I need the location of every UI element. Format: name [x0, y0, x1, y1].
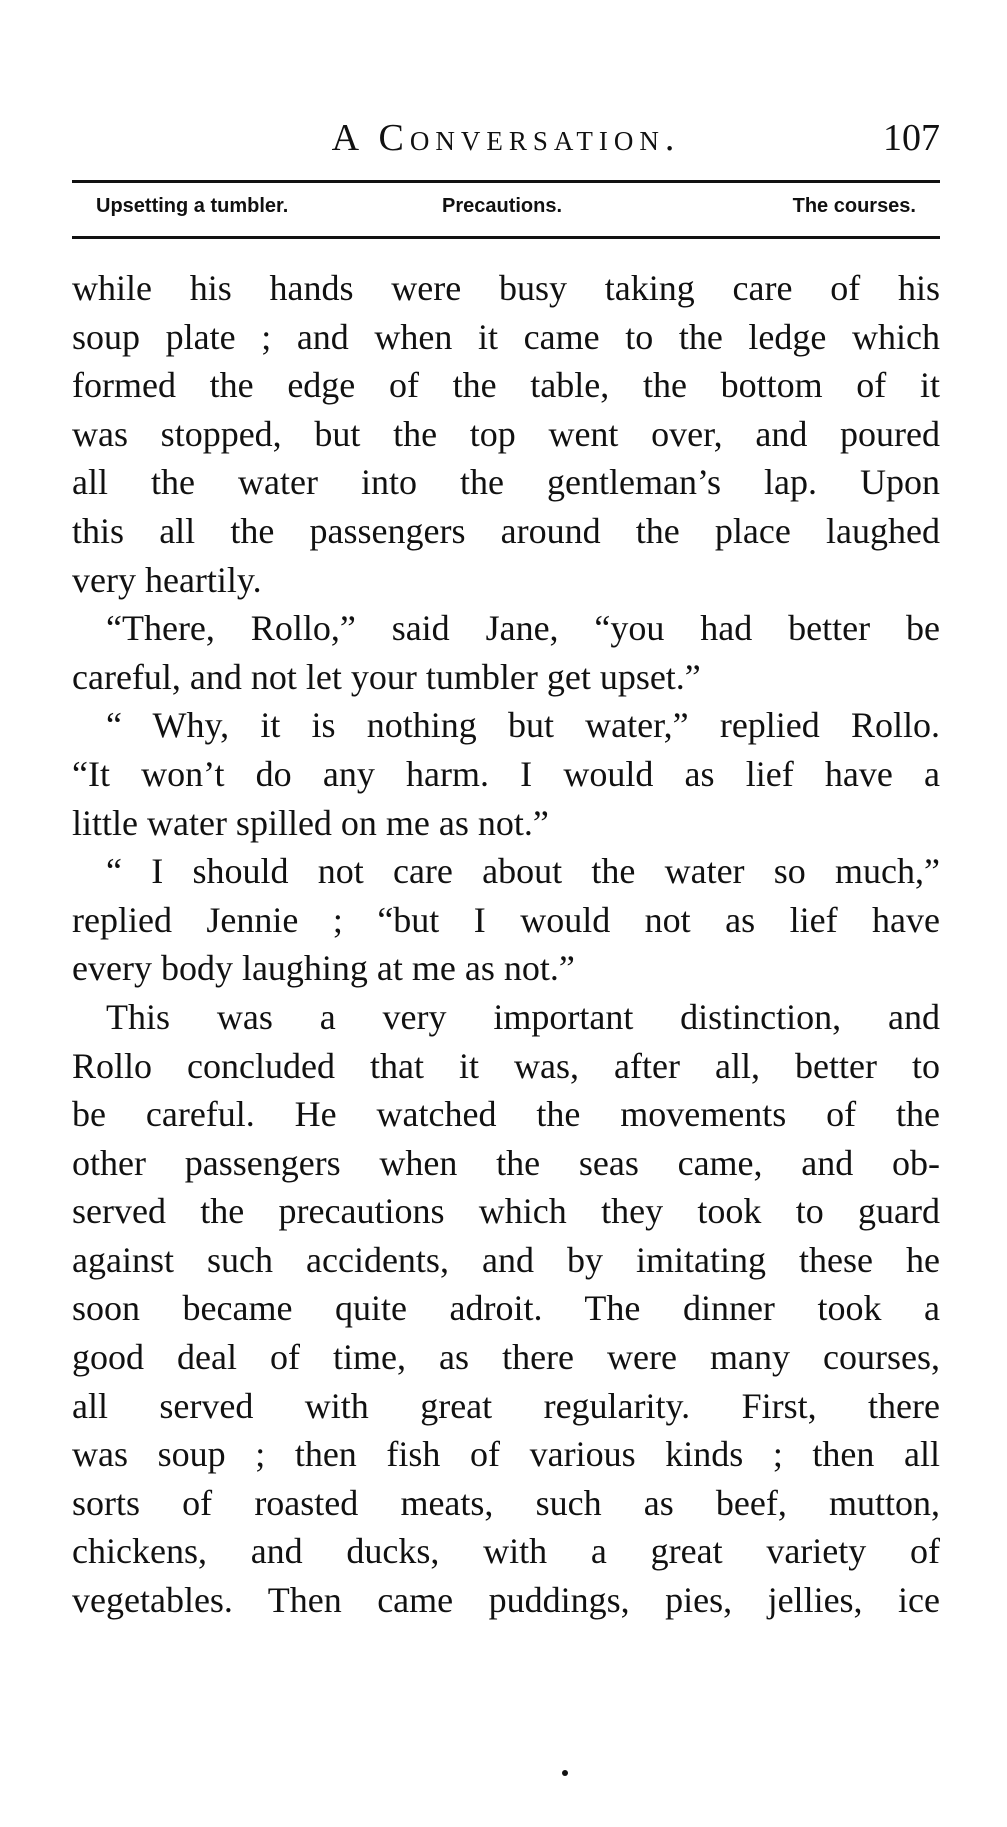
text-line: soon became quite adroit. The dinner took a [72, 1288, 940, 1329]
text-line: careful, and not let your tumbler get upset.” [72, 656, 701, 697]
text-line: chickens, and ducks, with a great variety of [72, 1531, 940, 1572]
subhead-upsetting-tumbler: Upsetting a tumbler. [96, 195, 289, 217]
subhead-the-courses: The courses. [792, 195, 916, 217]
text-line: little water spilled on me as not.” [72, 802, 549, 843]
text-line: “There, Rollo,” said Jane, “you had better be [106, 608, 940, 649]
header-rule-bottom [72, 236, 940, 239]
text-line: vegetables. Then came puddings, pies, jellies, ice [72, 1580, 940, 1621]
text-line: This was a very important distinction, and [106, 996, 940, 1037]
body-text [72, 264, 940, 1625]
text-line: replied Jennie ; “but I would not as lief have [72, 899, 940, 940]
printer-mark [562, 1770, 568, 1776]
text-line: served the precautions which they took to guard [72, 1191, 940, 1232]
text-line: soup plate ; and when it came to the ledge which [72, 316, 940, 357]
text-line: formed the edge of the table, the bottom of it [72, 365, 940, 406]
text-line: very heartily. [72, 559, 262, 600]
text-line: all the water into the gentleman’s lap. Upon [72, 462, 940, 503]
section-subheads [72, 191, 940, 225]
text-line: other passengers when the seas came, and ob- [72, 1142, 940, 1183]
text-line: all served with great regularity. First, there [72, 1385, 940, 1426]
text-line: “ Why, it is nothing but water,” replied Rollo. [106, 705, 940, 746]
text-line: Rollo concluded that it was, after all, better to [72, 1045, 940, 1086]
text-line: “It won’t do any harm. I would as lief have a [72, 753, 940, 794]
subhead-precautions: Precautions. [442, 195, 563, 217]
text-line: was soup ; then fish of various kinds ; then all [72, 1434, 940, 1475]
text-line: be careful. He watched the movements of the [72, 1094, 940, 1135]
running-title: A Conversation. [331, 117, 681, 159]
text-line: “ I should not care about the water so much,” [106, 851, 940, 892]
header-rule-top [72, 180, 940, 183]
running-head [72, 112, 940, 168]
text-line: while his hands were busy taking care of his [72, 268, 940, 308]
text-line: every body laughing at me as not.” [72, 948, 575, 989]
text-line: this all the passengers around the place laughed [72, 510, 940, 551]
text-line: against such accidents, and by imitating these he [72, 1239, 940, 1280]
text-line: sorts of roasted meats, such as beef, mutton, [72, 1482, 940, 1523]
page-number: 107 [883, 117, 940, 159]
text-line: good deal of time, as there were many courses, [72, 1337, 940, 1378]
text-line: was stopped, but the top went over, and poured [72, 413, 940, 454]
